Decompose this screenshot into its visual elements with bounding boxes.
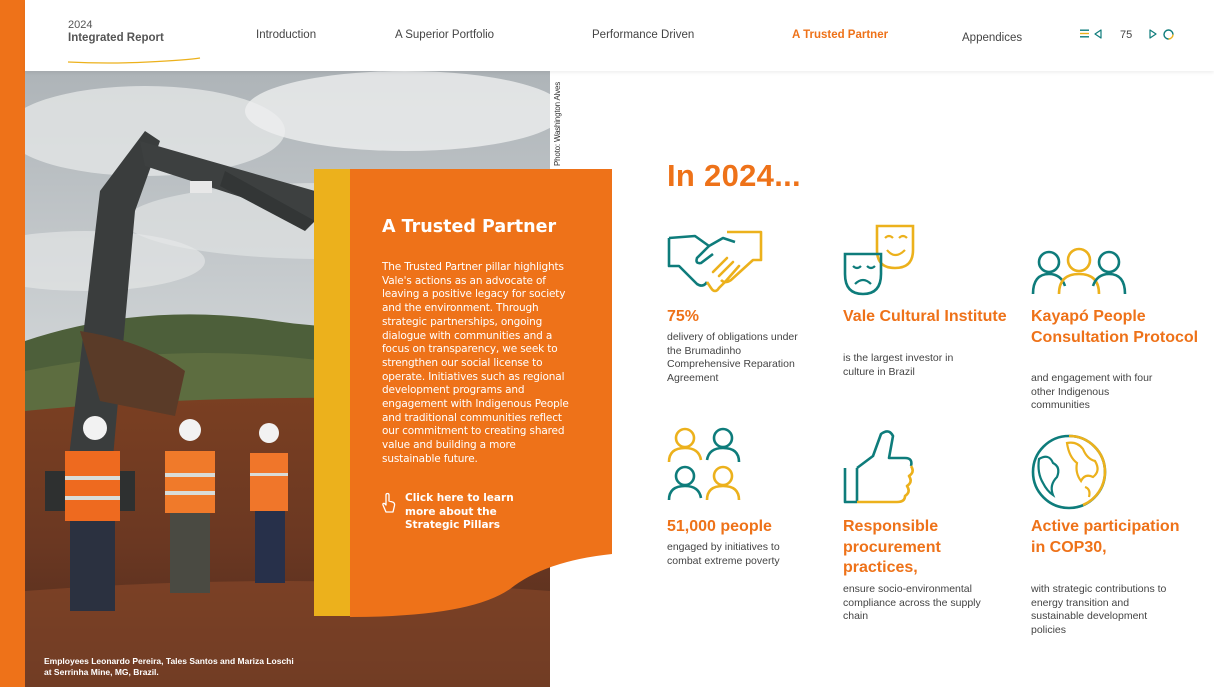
stat-desc-kayapo: and engagement with four other Indigenous communities xyxy=(1031,372,1153,412)
home-circle-icon[interactable] xyxy=(1163,29,1174,40)
photo-credit: Photo: Washington Alves xyxy=(553,81,562,166)
previous-page-icon[interactable] xyxy=(1094,29,1102,39)
stat-desc-reparation: delivery of obligations under the Brumadinho Comprehensive Reparation Agreement xyxy=(667,331,798,384)
nav-performance-driven[interactable]: Performance Driven xyxy=(592,29,695,41)
strategic-pillars-link[interactable] xyxy=(380,492,530,531)
nav-superior-portfolio[interactable]: A Superior Portfolio xyxy=(395,29,495,41)
handshake-icon xyxy=(667,228,763,298)
photo-caption-line-2: at Serrinha Mine, MG, Brazil. xyxy=(44,667,159,677)
nav-appendices[interactable]: Appendices xyxy=(962,32,1023,44)
globe-icon xyxy=(1031,433,1107,511)
stat-title-procurement: Responsible procurement practices, xyxy=(843,518,941,576)
stat-desc-procurement: ensure socio-environmental compliance across the supply chain xyxy=(843,583,981,623)
stat-desc-cop30: with strategic contributions to energy transition and sustainable development policies xyxy=(1031,583,1167,636)
brand-swoosh-icon xyxy=(68,57,203,65)
stat-desc-poverty: engaged by initiatives to combat extreme poverty xyxy=(667,541,780,567)
panel-body-text: The Trusted Partner pillar highlights Vale's actions as an advocate of leaving a positive legacy for society and the environment. Through strategic partnerships, ongoing dialogue with communities and a focus on transparency, we seek to strengthen our social license to operate. Initiatives such as regional development programs and engagement with Indigenous People and traditional communities reflect our commitment to creating shared value and building a more sustainable future. xyxy=(382,261,569,465)
section-heading: In 2024... xyxy=(667,158,801,193)
nav-trusted-partner[interactable]: A Trusted Partner xyxy=(792,29,889,41)
stat-title-poverty: 51,000 people xyxy=(667,518,772,535)
theater-masks-icon xyxy=(843,224,917,298)
panel-title: A Trusted Partner xyxy=(382,217,557,237)
top-navigation-bar xyxy=(25,0,1214,71)
stat-title-kayapo: Kayapó People Consultation Protocol xyxy=(1031,308,1199,346)
photo-caption-line-1: Employees Leonardo Pereira, Tales Santos and Mariza Loschi xyxy=(44,656,294,666)
panel-yellow-band xyxy=(314,169,350,616)
photo-caption xyxy=(44,656,304,678)
left-accent-strip xyxy=(0,0,25,687)
nav-introduction[interactable]: Introduction xyxy=(256,29,317,41)
stat-desc-cultural: is the largest investor in culture in Brazil xyxy=(843,352,954,378)
stat-title-cultural: Vale Cultural Institute xyxy=(843,308,1007,325)
strategic-pillars-link-text[interactable]: Click here to learn more about the Strategic Pillars xyxy=(405,492,514,531)
report-title: Integrated Report xyxy=(68,32,164,44)
menu-icon[interactable] xyxy=(1080,29,1089,38)
thumbs-up-icon xyxy=(843,428,915,506)
stat-title-reparation: 75% xyxy=(667,308,700,325)
hand-pointer-icon xyxy=(380,492,398,514)
next-page-icon[interactable] xyxy=(1149,29,1157,39)
report-year: 2024 xyxy=(68,19,93,31)
people-group-icon xyxy=(1031,246,1127,296)
stat-title-cop30: Active participation in COP30, xyxy=(1031,518,1180,556)
report-brand[interactable] xyxy=(68,19,164,45)
page-number: 75 xyxy=(1120,29,1133,41)
families-icon xyxy=(667,426,745,502)
